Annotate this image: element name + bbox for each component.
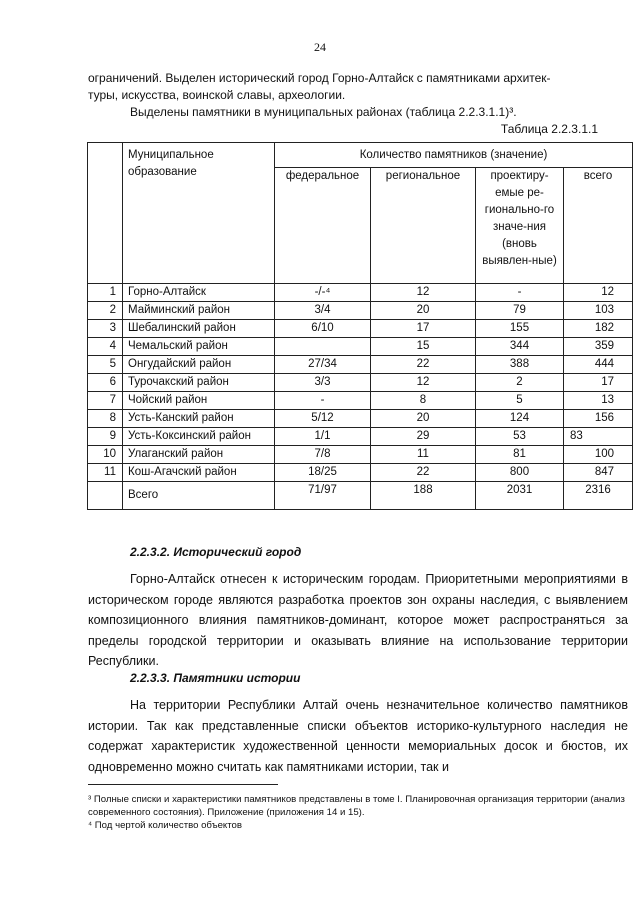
footnote-4: ⁴ Под чертой количество объектов — [88, 820, 242, 831]
table-row: 11 Кош-Агачский район 18/25 22 800 847 — [88, 464, 633, 482]
table-total-row: Всего 71/97 188 2031 2316 — [88, 482, 633, 510]
table-row: 2 Майминский район 3/4 20 79 103 — [88, 302, 633, 320]
municipality-name: Горно-Алтайск — [123, 284, 275, 302]
municipality-name: Чойский район — [123, 392, 275, 410]
total-label: Всего — [123, 482, 275, 510]
municipality-name: Улаганский район — [123, 446, 275, 464]
header-count: Количество памятников (значение) — [275, 143, 633, 168]
header-regional: региональное — [371, 168, 476, 284]
municipality-name: Турочакский район — [123, 374, 275, 392]
table-row: 3 Шебалинский район 6/10 17 155 182 — [88, 320, 633, 338]
section-heading-history-monuments: 2.2.3.3. Памятники истории — [130, 671, 301, 685]
table-row: 1 Горно-Алтайск -/-⁴ 12 - 12 — [88, 284, 633, 302]
footnote-divider — [88, 784, 278, 785]
table-row: 6 Турочакский район 3/3 12 2 17 — [88, 374, 633, 392]
header-number-cell — [88, 143, 123, 284]
monuments-table — [87, 142, 633, 510]
intro-line-3: Выделены памятники в муниципальных районах (таблица 2.2.3.1.1)³. — [130, 105, 517, 119]
table-row: 10 Улаганский район 7/8 11 81 100 — [88, 446, 633, 464]
table-row: 8 Усть-Канский район 5/12 20 124 156 — [88, 410, 633, 428]
municipality-name: Чемальский район — [123, 338, 275, 356]
section-paragraph-historic-city: Горно-Алтайск отнесен к историческим городам. Приоритетными мероприятиями в историческом городе являются разработка проектов зон охраны наследия, с выявлением композиционного влияния памятников-доминант, которое может распространяться за пределы городской территории и оказывать влияние на использование территории Республики. — [88, 572, 628, 669]
municipality-name: Онгудайский район — [123, 356, 275, 374]
section-heading-historic-city: 2.2.3.2. Исторический город — [130, 545, 302, 559]
table-row: 9 Усть-Коксинский район 1/1 29 53 83 — [88, 428, 633, 446]
municipality-name: Усть-Канский район — [123, 410, 275, 428]
municipality-name: Кош-Агачский район — [123, 464, 275, 482]
municipality-name: Усть-Коксинский район — [123, 428, 275, 446]
table-caption: Таблица 2.2.3.1.1 — [500, 122, 598, 136]
intro-line-2: туры, искусства, воинской славы, археологии. — [88, 88, 346, 102]
table-row: 4 Чемальский район 15 344 359 — [88, 338, 633, 356]
table-row: 5 Онгудайский район 27/34 22 388 444 — [88, 356, 633, 374]
header-total: всего — [564, 168, 633, 284]
header-planned: проектиру-емые ре-гионально-го значе-ния (вновь выявлен-ные) — [476, 168, 564, 284]
section-paragraph-history-monuments: На территории Республики Алтай очень незначительное количество памятников истории. Так как представленные списки объектов историко-культурного наследия не содержат характеристик художественной ценности мемориальных досок и бюстов, их одновременно можно считать как памятниками истории, так и — [88, 698, 628, 774]
footnote-3: ³ Полные списки и характеристики памятников представлены в томе I. Планировочная организация территории (анализ современного состояния). Приложение (приложения 14 и 15). — [88, 794, 625, 818]
header-federal: федеральное — [275, 168, 371, 284]
intro-line-1: ограничений. Выделен исторический город Горно-Алтайск с памятниками архитек- — [88, 71, 551, 85]
table-row: 7 Чойский район - 8 5 13 — [88, 392, 633, 410]
municipality-name: Майминский район — [123, 302, 275, 320]
page-number: 24 — [314, 40, 326, 54]
header-municipality: Муниципальное образование — [123, 143, 275, 284]
municipality-name: Шебалинский район — [123, 320, 275, 338]
